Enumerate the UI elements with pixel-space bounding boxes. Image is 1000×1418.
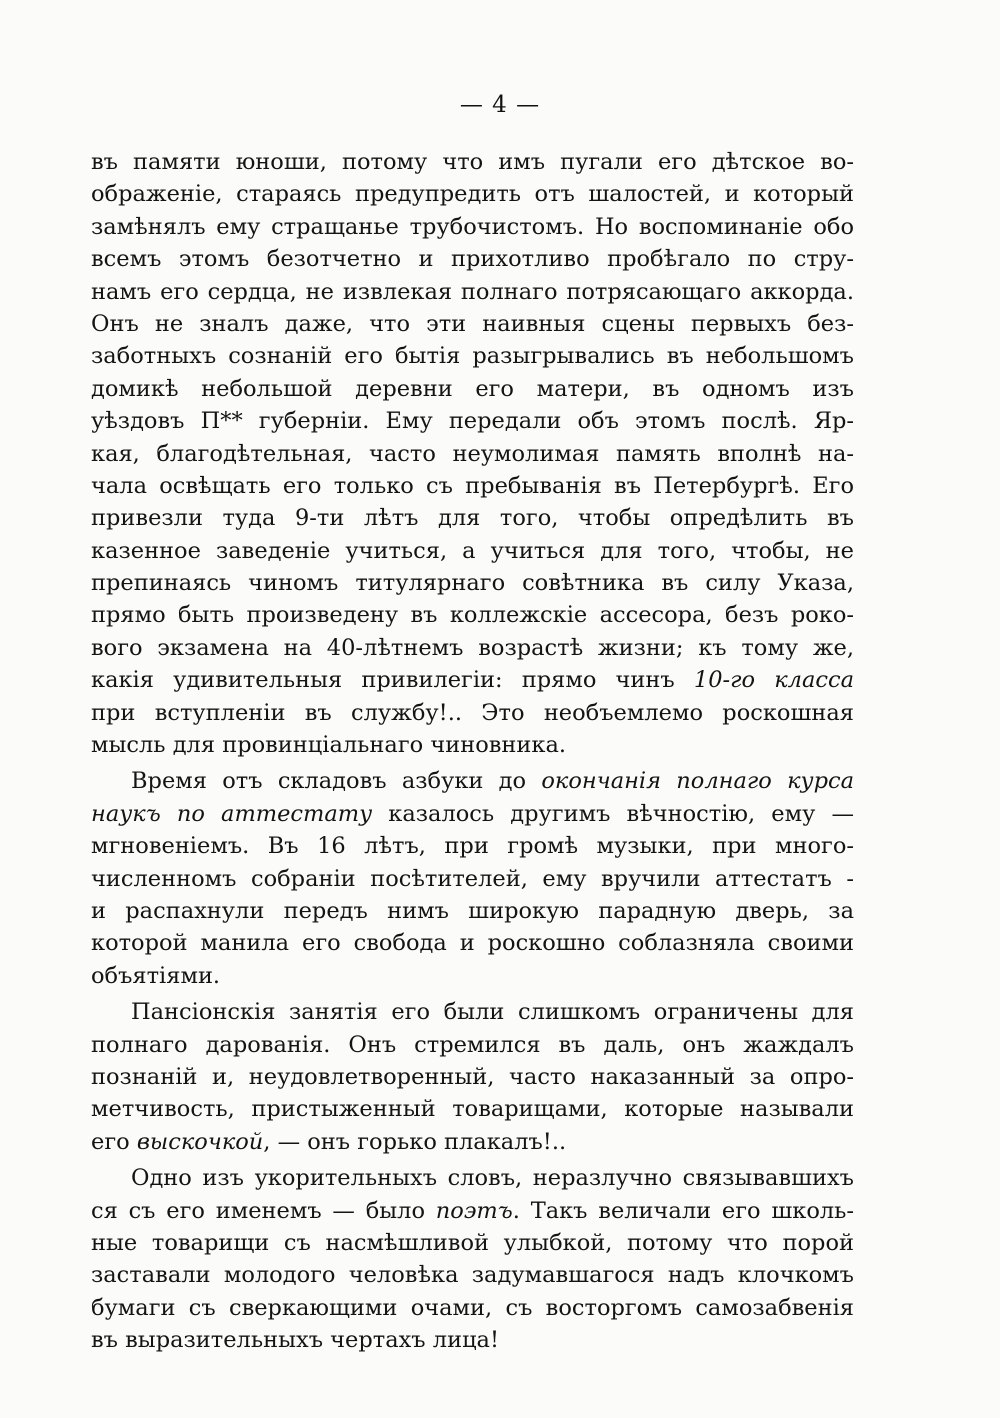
text-run: полнаго дарованiя. Онъ стремился въ даль, онъ жаждалъ — [91, 1031, 854, 1058]
text-line — [91, 373, 854, 405]
text-run: бумаги съ сверкающими очами, съ восторгомъ самозабвенiя — [91, 1294, 854, 1321]
text-line — [91, 243, 854, 275]
text-run: въ памяти юноши, потому что имъ пугали его дѣтское во- — [91, 149, 854, 175]
text-line — [91, 599, 854, 631]
text-line — [91, 470, 854, 502]
text-run: его — [91, 1128, 137, 1155]
text-line — [91, 1259, 854, 1291]
text-line — [91, 895, 854, 927]
text-line — [91, 1126, 854, 1158]
text-run: . Такъ величали его школь- — [512, 1197, 854, 1224]
text-run: объятiями. — [91, 962, 221, 989]
text-run: познанiй и, неудовлетворенный, часто наказанный за опро- — [91, 1063, 854, 1090]
text-line — [91, 798, 854, 830]
text-run: намъ его сердца, не извлекая полнаго потрясающаго аккорда. — [91, 278, 854, 305]
text-run: мгновенiемъ. Въ 16 лѣтъ, при громѣ музыки, при много- — [91, 833, 854, 860]
text-line — [91, 697, 854, 729]
paragraph — [91, 996, 854, 1158]
text-run: мысль для провинцiальнаго чиновника. — [91, 732, 567, 759]
text-line — [91, 567, 854, 599]
text-line — [91, 927, 854, 959]
text-line — [91, 1292, 854, 1324]
text-run: всемъ этомъ безотчетно и прихотливо пробѣгало по стру- — [91, 246, 854, 273]
text-line — [91, 178, 854, 210]
text-line — [91, 830, 854, 862]
text-run: уѣздовъ П** губернiи. Ему передали объ этомъ послѣ. Яр- — [91, 408, 854, 435]
page-number: — 4 — — [459, 92, 541, 118]
text-run: въ выразительныхъ чертахъ лица! — [91, 1327, 499, 1354]
text-run: Онъ не зналъ даже, что эти наивныя сцены первыхъ без- — [91, 310, 854, 337]
text-run: препинаясь чиномъ титулярнаго совѣтника въ силу Указа, — [91, 570, 854, 597]
italic-text: выскочкой — [136, 1128, 264, 1155]
text-run: прямо быть произведену въ коллежскiе ассесора, безъ роко- — [91, 602, 854, 629]
text-run: ображенiе, стараясь предупредить отъ шалостей, и который — [91, 181, 854, 208]
text-line — [91, 405, 854, 437]
page-text — [91, 146, 854, 1356]
text-line — [91, 438, 854, 470]
text-run: замѣнялъ ему стращанье трубочистомъ. Но воспоминанiе обо — [91, 213, 854, 240]
text-line — [91, 146, 854, 178]
text-run: и распахнули передъ нимъ широкую парадную дверь, за — [91, 897, 854, 924]
text-run: Пансiонскiя занятiя его были слишкомъ ограничены для — [131, 999, 854, 1026]
text-line — [91, 765, 854, 797]
text-run: казенное заведенiе учиться, а учиться для того, чтобы, не — [91, 537, 854, 564]
text-line — [91, 308, 854, 340]
text-line — [91, 996, 854, 1028]
text-run: которой манила его свобода и роскошно соблазняла своими — [91, 930, 854, 957]
text-line — [91, 1195, 854, 1227]
text-run: Одно изъ укорительныхъ словъ, неразлучно связывавшихъ — [131, 1165, 854, 1192]
italic-text: окончанiя полнаго курса — [541, 768, 854, 795]
paragraph — [91, 146, 854, 761]
paragraph — [91, 1162, 854, 1356]
text-line — [91, 276, 854, 308]
text-run: казалось другимъ вѣчностiю, ему — — [372, 800, 854, 827]
italic-text: наукъ по аттестату — [91, 800, 373, 827]
text-run: вого экзамена на 40-лѣтнемъ возрастѣ жизни; къ тому же, — [91, 634, 854, 661]
text-run: заставали молодого человѣка задумавшагося надъ клочкомъ — [91, 1262, 854, 1289]
text-line — [91, 1162, 854, 1194]
text-line — [91, 863, 854, 895]
text-line — [91, 535, 854, 567]
text-line — [91, 1324, 854, 1356]
text-run: ся съ его именемъ — было — [91, 1197, 436, 1224]
text-run: заботныхъ сознанiй его бытiя разыгрывались въ небольшомъ — [91, 343, 854, 370]
italic-text: поэтъ — [435, 1197, 513, 1224]
text-run: Время отъ складовъ азбуки до — [131, 768, 542, 795]
text-line — [91, 729, 854, 761]
text-line — [91, 960, 854, 992]
text-run: , — онъ горько плакалъ!.. — [263, 1128, 567, 1155]
paragraph — [91, 765, 854, 992]
text-run: какiя удивительныя привилегiи: прямо чинъ — [91, 667, 694, 694]
text-run: ные товарищи съ насмѣшливой улыбкой, потому что порой — [91, 1229, 854, 1256]
text-run: чала освѣщать его только съ пребыванiя въ Петербургѣ. Его — [91, 472, 854, 499]
text-run: при вступленiи въ службу!.. Это необъемлемо роскошная — [91, 699, 854, 726]
text-line — [91, 211, 854, 243]
text-line — [91, 1061, 854, 1093]
italic-text: 10-го класса — [693, 667, 854, 694]
text-line — [91, 1227, 854, 1259]
text-line — [91, 1029, 854, 1061]
text-line — [91, 340, 854, 372]
text-run: метчивость, пристыженный товарищами, которые называли — [91, 1096, 854, 1123]
text-run: домикѣ небольшой деревни его матери, въ одномъ изъ — [91, 375, 854, 402]
text-run: численномъ собранiи посѣтителей, ему вручили аттестатъ - — [91, 865, 854, 892]
text-line — [91, 1093, 854, 1125]
text-line — [91, 664, 854, 696]
text-run: привезли туда 9-ти лѣтъ для того, чтобы опредѣлить въ — [91, 505, 854, 532]
text-line — [91, 502, 854, 534]
text-line — [91, 632, 854, 664]
text-run: кая, благодѣтельная, часто неумолимая память вполнѣ на- — [91, 440, 854, 467]
